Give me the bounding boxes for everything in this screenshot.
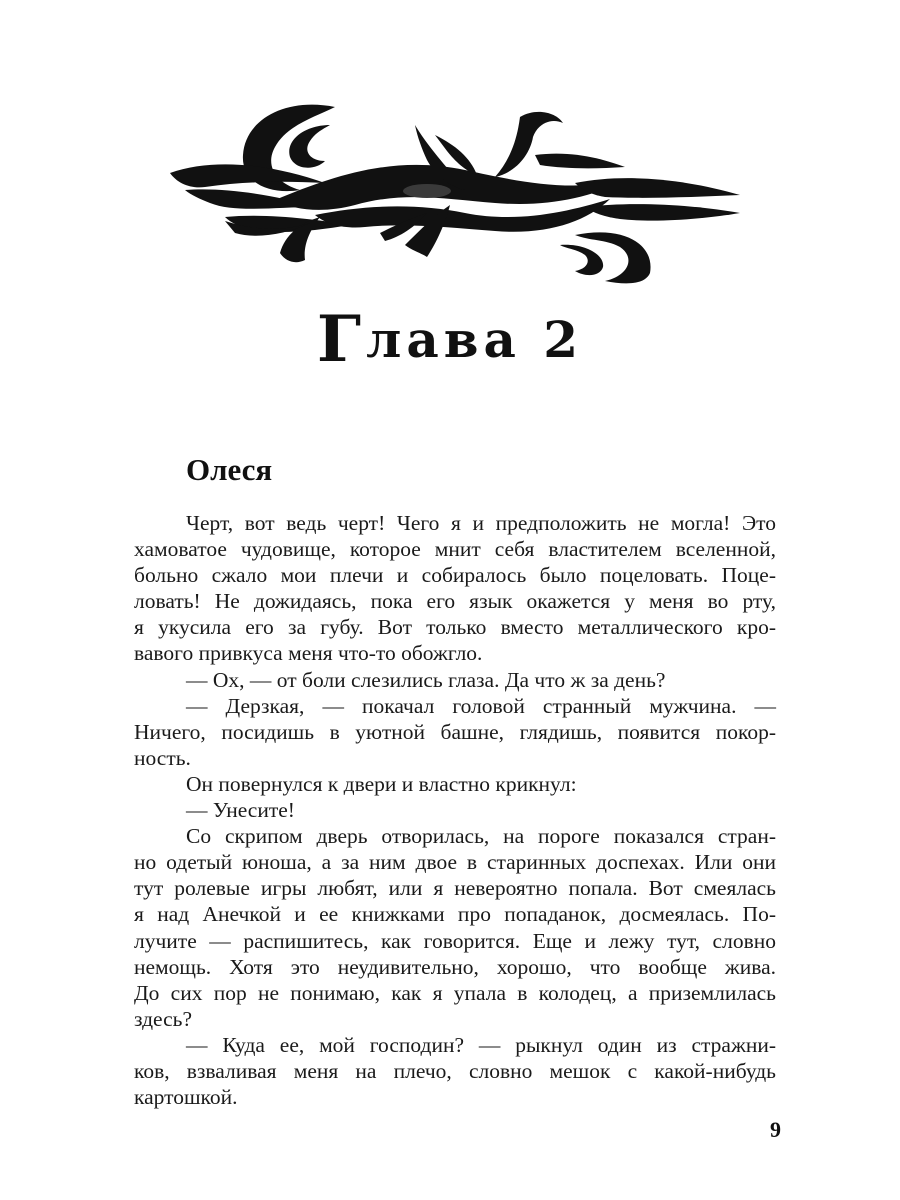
- text-line: лучите — распишитесь, как говорится. Еще и лежу тут, словно: [134, 928, 776, 953]
- text-line: я над Анечкой и ее книжками про попаданок, досмеялась. По-: [134, 902, 776, 927]
- text-line: больно сжало мои плечи и собиралось было поцеловать. Поце-: [134, 563, 776, 588]
- text-line: Со скрипом дверь отворилась, на пороге показался стран-: [186, 824, 776, 849]
- text-line: хамоватое чудовище, которое мнит себя властителем вселенной,: [134, 537, 776, 562]
- text-line: картошкой.: [134, 1085, 238, 1110]
- chapter-title: [0, 296, 900, 380]
- text-line: Он повернулся к двери и властно крикнул:: [186, 771, 577, 796]
- text-line: вавого привкуса меня что-то обожгло.: [134, 641, 483, 666]
- text-line: я укусила его за губу. Вот только вместо металлического кро-: [134, 615, 776, 640]
- text-line: Черт, вот ведь черт! Чего я и предположить не могла! Это: [186, 511, 776, 535]
- text-line: ков, взваливая меня на плечо, словно мешок с какой-нибудь: [134, 1058, 776, 1083]
- text-line: До сих пор не понимаю, как я упала в колодец, а приземлилась: [134, 980, 776, 1005]
- section-title: Олеся: [186, 452, 273, 487]
- text-line: Ничего, посидишь в уютной башне, глядишь, появится покор-: [134, 719, 776, 744]
- chapter-title-rest: лава 2: [366, 310, 584, 369]
- page-number: 9: [770, 1117, 781, 1142]
- body-text: [134, 510, 776, 1110]
- text-line: но одетый юноша, а за ним двое в старинных доспехах. Или они: [134, 850, 776, 875]
- text-line: — Куда ее, мой господин? — рыкнул один из стражни-: [186, 1032, 776, 1057]
- text-line: ловать! Не дожидаясь, пока его язык окажется у меня во рту,: [134, 589, 776, 614]
- text-line: тут ролевые игры любят, или я невероятно попала. Вот смеялась: [134, 876, 776, 901]
- text-line: — Ох, — от боли слезились глаза. Да что ж за день?: [186, 667, 666, 692]
- chapter-title-initial: Г: [316, 302, 367, 377]
- tribal-ornament-icon: [165, 95, 745, 285]
- text-line: здесь?: [134, 1006, 193, 1031]
- text-line: ность.: [134, 745, 191, 770]
- text-line: немощь. Хотя это неудивительно, хорошо, что вообще жива.: [134, 954, 776, 979]
- text-line: — Дерзкая, — покачал головой странный мужчина. —: [186, 693, 776, 718]
- text-line: — Унесите!: [186, 798, 295, 823]
